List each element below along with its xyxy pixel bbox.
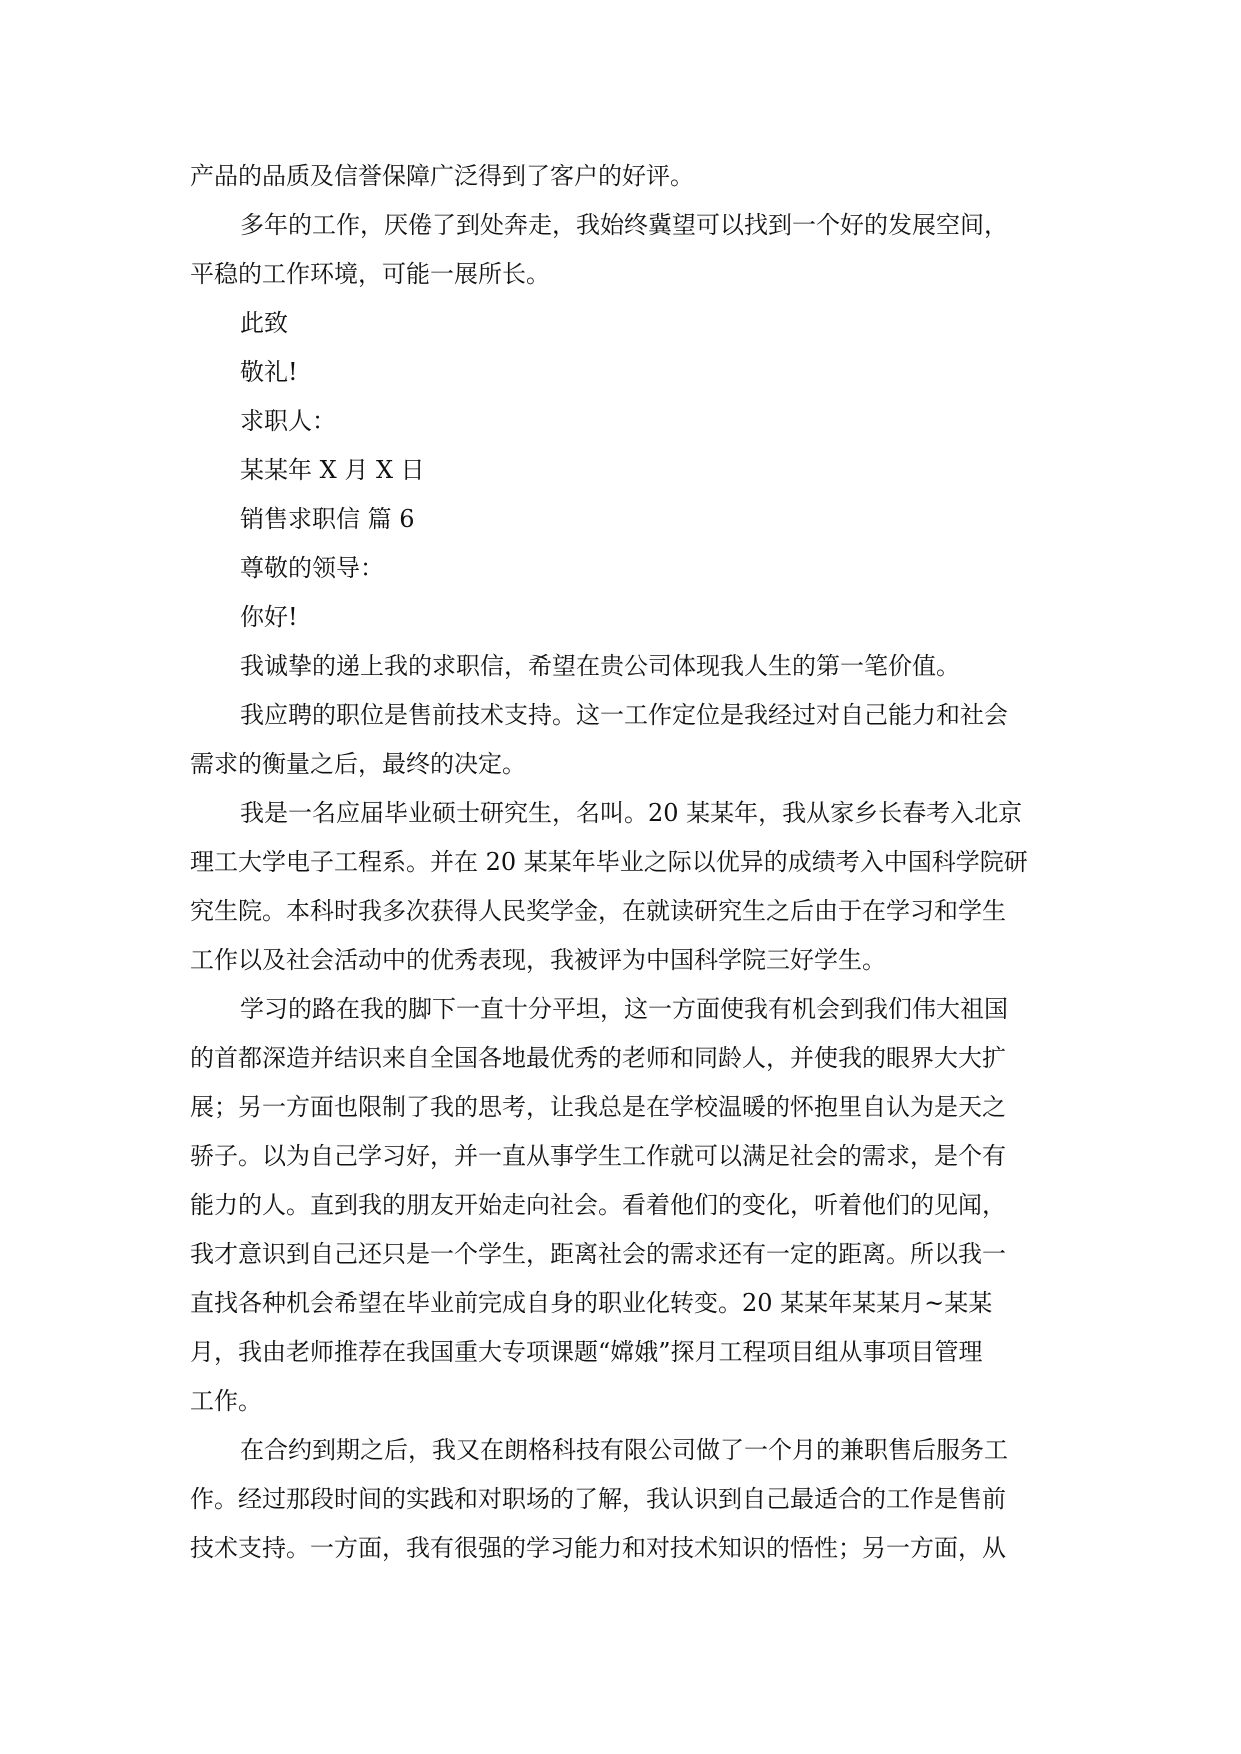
text-line: 我是一名应届毕业硕士研究生，名叫。20 某某年，我从家乡长春考入北京 [240,799,1023,827]
text-line: 平稳的工作环境，可能一展所长。 [190,260,550,288]
text-line: 需求的衡量之后，最终的决定。 [190,750,526,778]
text-line: 工作。 [190,1387,262,1415]
text-line: 多年的工作，厌倦了到处奔走，我始终冀望可以找到一个好的发展空间， [240,211,1008,239]
text-line: 敬礼! [240,358,298,386]
text-line: 月，我由老师推荐在我国重大专项课题“嫦娥”探月工程项目组从事项目管理 [190,1338,983,1366]
text-line: 直找各种机会希望在毕业前完成自身的职业化转变。20 某某年某某月~某某 [190,1289,993,1317]
text-line: 此致 [240,309,288,337]
text-line: 究生院。本科时我多次获得人民奖学金，在就读研究生之后由于在学习和学生 [190,897,1006,925]
text-line: 作。经过那段时间的实践和对职场的了解，我认识到自己最适合的工作是售前 [190,1485,1006,1513]
text-line: 骄子。以为自己学习好，并一直从事学生工作就可以满足社会的需求，是个有 [190,1142,1006,1170]
text-line: 产品的品质及信誉保障广泛得到了客户的好评。 [190,162,694,190]
text-line: 能力的人。直到我的朋友开始走向社会。看着他们的变化，听着他们的见闻， [190,1191,1006,1219]
text-line: 在合约到期之后，我又在朗格科技有限公司做了一个月的兼职售后服务工 [240,1436,1008,1464]
text-line: 你好! [240,603,298,631]
text-line: 尊敬的领导： [240,554,384,582]
text-line: 我诚挚的递上我的求职信，希望在贵公司体现我人生的第一笔价值。 [240,652,960,680]
text-line: 求职人： [240,407,336,435]
text-line: 学习的路在我的脚下一直十分平坦，这一方面使我有机会到我们伟大祖国 [240,995,1008,1023]
text-line: 理工大学电子工程系。并在 20 某某年毕业之际以优异的成绩考入中国科学院研 [190,848,1028,876]
text-line: 工作以及社会活动中的优秀表现，我被评为中国科学院三好学生。 [190,946,886,974]
text-line: 我才意识到自己还只是一个学生，距离社会的需求还有一定的距离。所以我一 [190,1240,1006,1268]
text-line: 技术支持。一方面，我有很强的学习能力和对技术知识的悟性；另一方面，从 [190,1534,1006,1562]
text-line: 我应聘的职位是售前技术支持。这一工作定位是我经过对自己能力和社会 [240,701,1008,729]
section-title: 销售求职信 篇 6 [240,505,415,533]
text-line: 某某年 X 月 X 日 [240,456,425,484]
document-page [190,152,1050,1573]
text-line: 的首都深造并结识来自全国各地最优秀的老师和同龄人，并使我的眼界大大扩 [190,1044,1006,1072]
text-line: 展；另一方面也限制了我的思考，让我总是在学校温暖的怀抱里自认为是天之 [190,1093,1006,1121]
